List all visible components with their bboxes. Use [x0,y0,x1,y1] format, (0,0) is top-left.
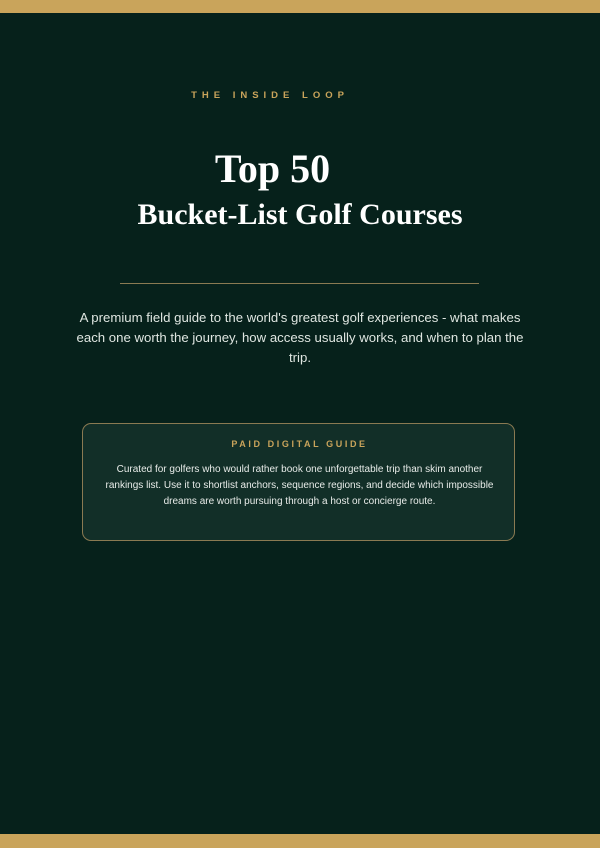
bottom-gold-band [0,834,600,848]
card-label: PAID DIGITAL GUIDE [231,439,368,449]
eyebrow-label: THE INSIDE LOOP [191,90,349,101]
title-secondary: Bucket-List Golf Courses [137,198,463,231]
guide-info-card [82,423,515,541]
title-divider [120,283,479,284]
card-body-text: Curated for golfers who would rather book one unforgettable trip than skim another rankings list. Use it to shortlist anchors, sequence regions, and decide which impossible dreams are worth pursuing through a host or concierge route. [105,464,494,507]
top-gold-band [0,0,600,13]
intro-paragraph: A premium field guide to the world's greatest golf experiences - what makes each one worth the journey, how access usually works, and when to plan the trip. [76,310,524,365]
title-primary: Top 50 [214,146,331,191]
